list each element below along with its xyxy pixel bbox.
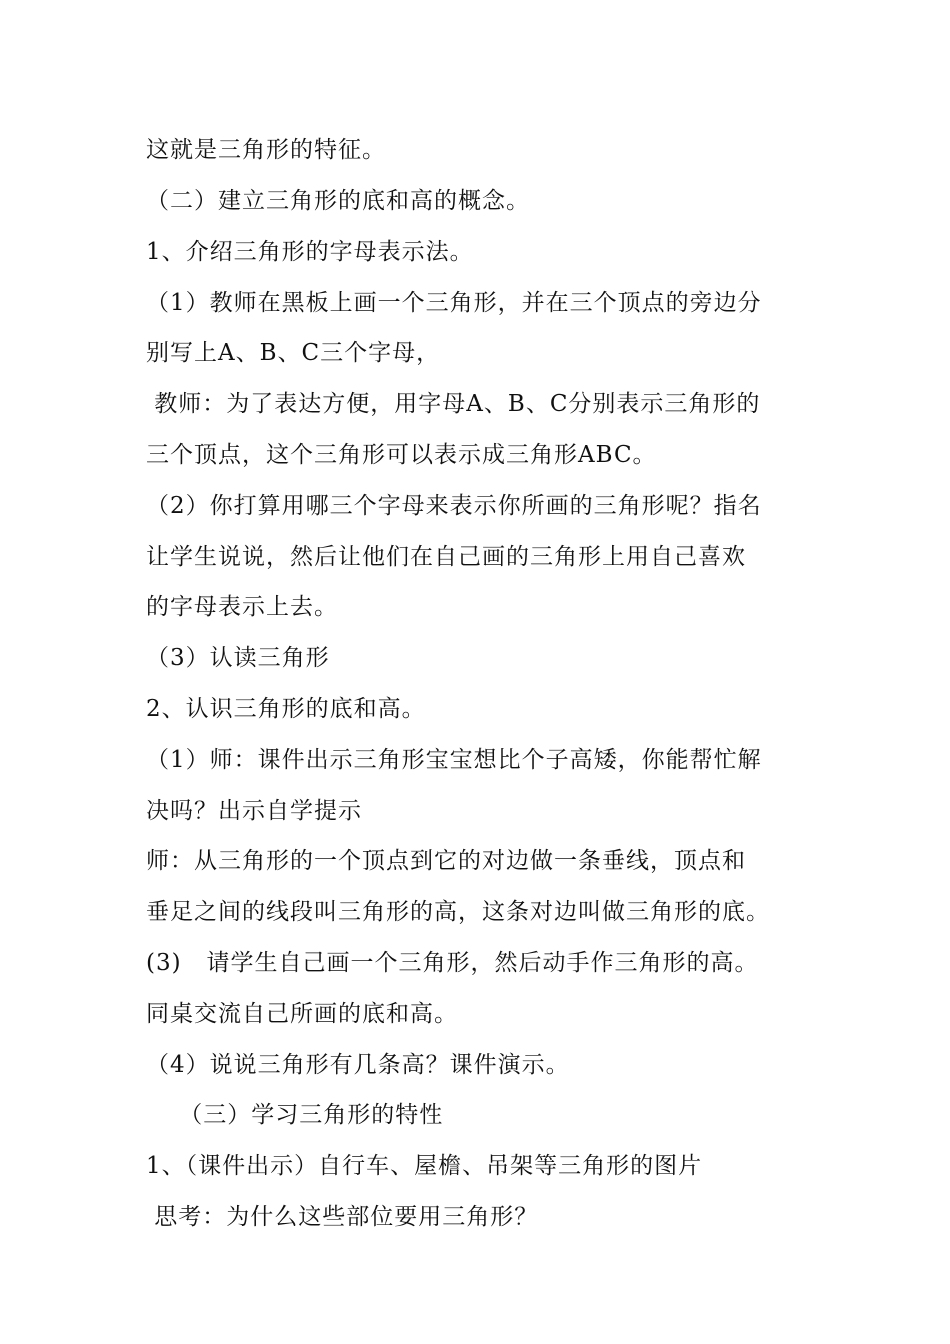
- text-line: （1）教师在黑板上画一个三角形，并在三个顶点的旁边分: [146, 290, 762, 316]
- text-line: (3) 请学生自己画一个三角形，然后动手作三角形的高。: [146, 950, 759, 976]
- section-heading: （二）建立三角形的底和高的概念。: [146, 188, 530, 214]
- text-line: 1、（课件出示）自行车、屋檐、吊架等三角形的图片: [146, 1153, 703, 1179]
- text-line: （4）说说三角形有几条高？课件演示。: [146, 1052, 570, 1078]
- text-line: （2）你打算用哪三个字母来表示你所画的三角形呢？指名: [146, 493, 762, 519]
- text-line: 让学生说说，然后让他们在自己画的三角形上用自己喜欢: [146, 544, 746, 570]
- text-line: 垂足之间的线段叫三角形的高，这条对边叫做三角形的底。: [146, 899, 770, 925]
- text-line: （1）师：课件出示三角形宝宝想比个子高矮，你能帮忙解: [146, 747, 762, 773]
- text-line: 1、介绍三角形的字母表示法。: [146, 239, 474, 265]
- text-line: 的字母表示上去。: [146, 594, 338, 620]
- text-line: 这就是三角形的特征。: [146, 137, 386, 163]
- text-line: 三个顶点，这个三角形可以表示成三角形ABC。: [146, 442, 657, 468]
- text-line: 决吗？出示自学提示: [146, 798, 362, 824]
- text-line: 师：从三角形的一个顶点到它的对边做一条垂线，顶点和: [146, 848, 746, 874]
- text-line: 2、认识三角形的底和高。: [146, 696, 426, 722]
- text-line: （3）认读三角形: [146, 645, 330, 671]
- section-heading: （三）学习三角形的特性: [146, 1102, 444, 1128]
- text-line: 别写上A、B、C三个字母，: [146, 340, 441, 366]
- text-line: 教师：为了表达方便，用字母A、B、C分别表示三角形的: [146, 391, 761, 417]
- text-line: 同桌交流自己所画的底和高。: [146, 1001, 458, 1027]
- text-line: 思考：为什么这些部位要用三角形？: [146, 1204, 539, 1230]
